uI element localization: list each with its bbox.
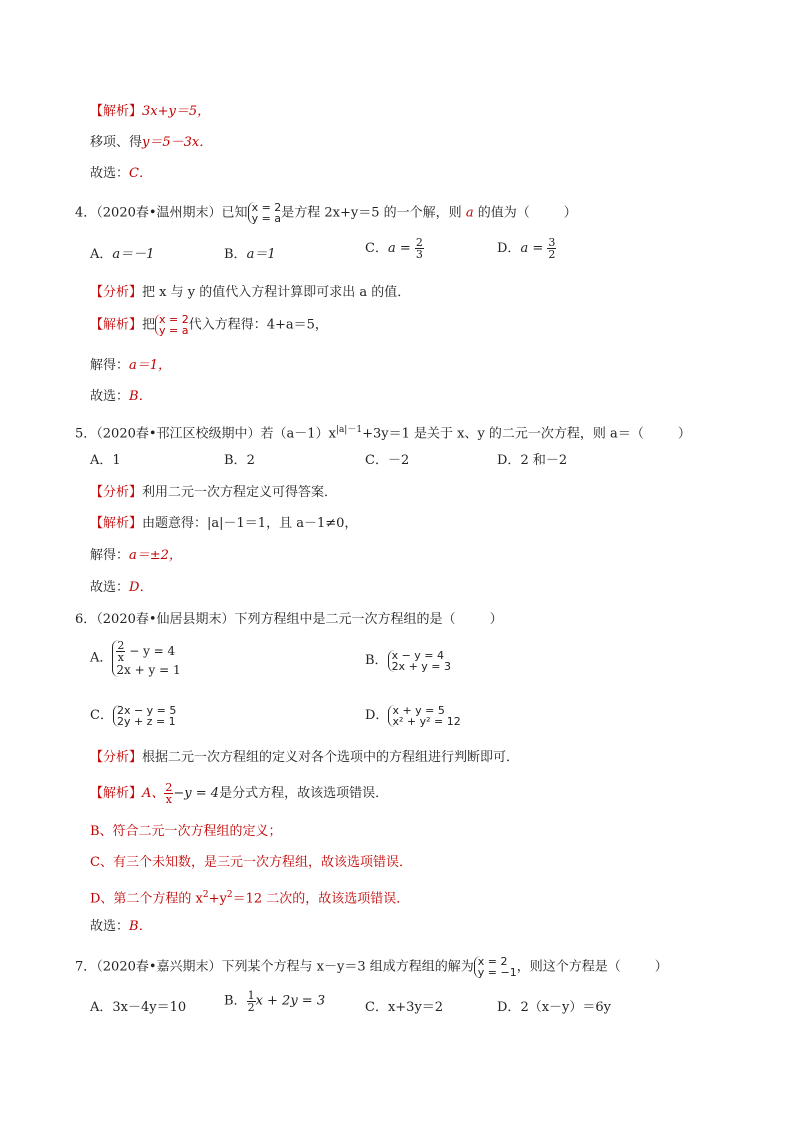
question-text: +3y＝1 是关于 x、y 的二元一次方程，则 a＝（: [362, 426, 644, 442]
exponent: 2: [202, 890, 209, 900]
system-row: x = 2: [477, 955, 508, 968]
option-label: C．: [90, 708, 113, 723]
system-row: [116, 640, 180, 663]
equation-system: [248, 202, 282, 224]
option-label: D．: [497, 241, 521, 256]
numerator: 2: [117, 639, 125, 652]
option-text: 2（x－y）＝6y: [520, 1000, 611, 1015]
question-number: 5．: [75, 426, 97, 442]
option-label: C．: [365, 241, 388, 256]
solution-text: ＝12 二次的，故该选项错误．: [232, 891, 410, 907]
step-math: y＝5－3x．: [142, 135, 213, 150]
system-row: 2x + y = 1: [116, 663, 181, 677]
exponent: 2: [226, 890, 233, 900]
analysis-tag: 【解析】: [90, 104, 143, 119]
option-label: D．: [497, 453, 521, 468]
option-a: [90, 640, 181, 677]
option-b: [224, 453, 255, 469]
solution-text: 是分式方程，故该选项错误．: [219, 786, 389, 801]
question-7: [75, 956, 668, 978]
equation-system: [388, 650, 451, 672]
answer-line: [90, 919, 152, 935]
solve-math: a＝±2，: [129, 548, 182, 563]
question-source: （2020春•邗江区校级期中）: [96, 426, 261, 442]
system-row: y = a: [159, 324, 189, 337]
analysis-tag: 【分析】: [90, 485, 143, 500]
option-label: B．: [365, 653, 388, 668]
system-row: 2y + z = 1: [116, 715, 176, 728]
question-text: ，则这个方程是（: [516, 959, 621, 975]
option-c: [365, 237, 424, 260]
question-source: （2020春•嘉兴期末）: [96, 959, 222, 975]
question-6: [75, 612, 503, 628]
analysis-text: 根据二元一次方程组的定义对各个选项中的方程组进行判断即可．: [142, 750, 520, 765]
option-text: 2 和－2: [520, 453, 568, 468]
option-text: a＝－1: [112, 247, 155, 262]
option-b: [224, 990, 325, 1013]
question-text: 下列某个方程与 x－y＝3 组成方程组的解为: [221, 959, 474, 975]
solution-line-d: [90, 887, 409, 907]
option-label: B．: [224, 993, 247, 1009]
answer-value: D．: [129, 580, 153, 595]
system-row: x − y = 4: [391, 649, 445, 662]
numerator: 2: [415, 236, 423, 249]
numerator: 3: [548, 236, 556, 249]
system-row: y = −1: [477, 966, 517, 979]
option-c: [90, 705, 176, 727]
option-d: [497, 453, 567, 469]
question-number: 6．: [75, 612, 97, 627]
solve-math: a＝1，: [129, 358, 172, 373]
answer-line: [90, 389, 152, 405]
system-row-text: − y = 4: [129, 644, 176, 658]
fraction: [547, 237, 556, 260]
option-text: 1: [112, 453, 121, 468]
option-a: [90, 1000, 186, 1016]
option-label: B．: [224, 453, 247, 468]
solution-text: +y: [208, 891, 227, 907]
answer-value: C．: [129, 166, 152, 181]
analysis-line: [90, 104, 210, 120]
option-label: C．: [365, 453, 388, 468]
option-b: [365, 650, 451, 672]
option-text: a =: [387, 241, 411, 256]
option-text: x+3y＝2: [387, 1000, 444, 1015]
system-row: x = 2: [159, 313, 189, 326]
system-row: y = a: [251, 212, 282, 225]
option-d: [497, 1000, 611, 1016]
solution-line-c: C、有三个未知数，是三元一次方程组，故该选项错误．: [90, 855, 412, 870]
system-row: x + y = 5: [392, 704, 445, 717]
denominator: 3: [415, 248, 423, 261]
system-row: 2x − y = 5: [116, 704, 177, 717]
question-text: 的值为（: [477, 205, 530, 221]
denominator: 2: [548, 248, 556, 261]
equation-system: [155, 314, 189, 336]
question-source: （2020春•仙居县期末）: [96, 612, 235, 627]
analysis-line: [90, 285, 410, 301]
choice-letter: A、: [142, 786, 165, 801]
option-label: A．: [90, 247, 113, 262]
option-a: [90, 247, 154, 263]
answer-prefix: 故选：: [90, 580, 130, 595]
solve-label: 解得：: [90, 548, 130, 563]
option-c: [365, 1000, 443, 1016]
exponent: |a|－1: [335, 425, 363, 435]
option-label: B．: [224, 247, 247, 262]
answer-prefix: 故选：: [90, 166, 130, 181]
analysis-tag: 【分析】: [90, 285, 143, 300]
answer-line: [90, 166, 152, 182]
option-label: A．: [90, 650, 113, 666]
question-text: 若（a－1）x: [260, 426, 336, 442]
option-d: [365, 705, 461, 727]
paren-close: ）: [489, 612, 503, 627]
question-number: 7．: [75, 959, 97, 975]
solution-tag: 【解析】: [90, 786, 143, 801]
solution-line: [90, 782, 388, 805]
solution-text: 把: [142, 317, 156, 333]
option-c: [365, 453, 409, 469]
solve-line: [90, 358, 171, 374]
option-text: 3x－4y＝10: [112, 1000, 187, 1015]
question-5: [75, 422, 691, 442]
paren-close: ）: [677, 426, 691, 442]
option-label: C．: [365, 1000, 388, 1015]
denominator: x: [117, 651, 124, 664]
step-label: 移项、得: [90, 135, 143, 150]
option-label: A．: [90, 453, 113, 468]
paren-close: ）: [563, 205, 577, 221]
system-row: 2x + y = 3: [391, 660, 451, 673]
equation-system: [113, 705, 176, 727]
option-label: A．: [90, 1000, 113, 1015]
equation-system: [388, 705, 460, 727]
question-text: 下列方程组中是二元一次方程组的是（: [234, 612, 456, 627]
option-d: [497, 237, 556, 260]
answer-value: B．: [129, 389, 152, 404]
solve-label: 解得：: [90, 358, 130, 373]
equation: −y = 4: [173, 786, 220, 801]
system-row: x² + y² = 12: [392, 715, 461, 728]
solution-line: [90, 516, 357, 532]
question-source: （2020春•温州期末）: [96, 205, 222, 221]
analysis-text: 3x+y＝5，: [142, 104, 211, 119]
variable: a: [465, 205, 474, 221]
solution-text: 代入方程得：4+a＝5，: [188, 317, 328, 333]
equation-system: [112, 640, 180, 677]
solution-text: 由题意得：|a|－1＝1，且 a－1≠0，: [142, 516, 358, 531]
numerator: 1: [247, 989, 255, 1002]
solution-tag: 【解析】: [90, 516, 143, 531]
analysis-tag: 【分析】: [90, 750, 143, 765]
solution-line: [90, 314, 328, 336]
numerator: 2: [165, 781, 173, 794]
answer-value: B．: [129, 919, 152, 934]
fraction: [247, 990, 256, 1013]
option-text: a =: [520, 241, 544, 256]
option-text: 2: [246, 453, 255, 468]
step-line: [90, 135, 212, 151]
equation-system: [474, 956, 517, 978]
option-label: D．: [365, 708, 389, 723]
solution-text: D、第二个方程的 x: [90, 891, 203, 907]
option-a: [90, 453, 121, 469]
system-row: x = 2: [251, 201, 282, 214]
solution-tag: 【解析】: [90, 317, 143, 333]
denominator: 2: [247, 1001, 255, 1014]
denominator: x: [165, 793, 173, 806]
solution-line-b: B、符合二元一次方程组的定义；: [90, 824, 282, 839]
question-number: 4．: [75, 205, 97, 221]
solve-line: [90, 548, 182, 564]
fraction: [415, 237, 424, 260]
answer-prefix: 故选：: [90, 919, 130, 934]
analysis-line: [90, 485, 337, 501]
question-text: 已知: [221, 205, 248, 221]
option-b: [224, 247, 276, 263]
analysis-text: 把 x 与 y 的值代入方程计算即可求出 a 的值．: [142, 285, 411, 300]
paren-close: ）: [654, 959, 668, 975]
analysis-text: 利用二元一次方程定义可得答案．: [142, 485, 338, 500]
question-text: 是方程 2x+y＝5 的一个解，则: [281, 205, 462, 221]
option-text: x + 2y = 3: [255, 993, 326, 1009]
option-label: D．: [497, 1000, 521, 1015]
question-4: [75, 202, 577, 224]
option-text: a＝1: [246, 247, 276, 262]
option-text: －2: [387, 453, 410, 468]
answer-line: [90, 580, 152, 596]
answer-prefix: 故选：: [90, 389, 130, 404]
analysis-line: [90, 750, 519, 766]
